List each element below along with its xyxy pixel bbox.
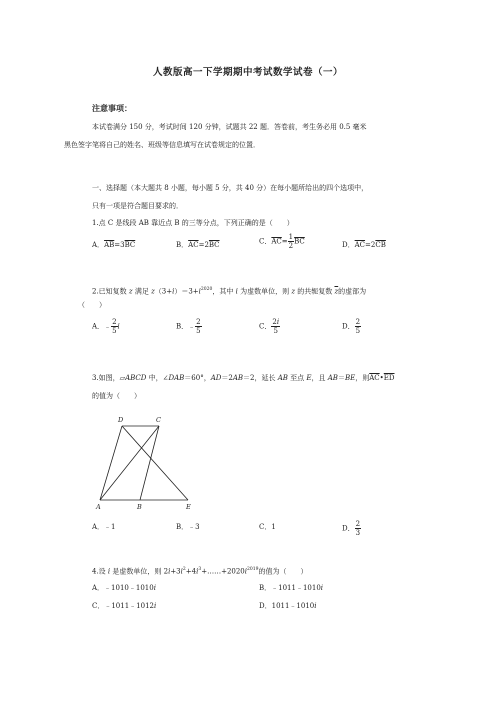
q2-option-c: C． $\frac{2i}{5}$ — [259, 318, 280, 335]
q3-stem-end: 的值为（ ） — [92, 392, 141, 400]
q4-option-a: A．﹣1010﹣1010i — [92, 584, 156, 592]
q4-option-b: B．﹣1011﹣1010i — [259, 584, 324, 592]
figure-label-e: E — [186, 503, 191, 511]
q1-option-a: A．$\overline{AB}=3\overline{BC}$ — [92, 241, 136, 249]
q2-stem: 2.已知复数 z 满足 $z(3+i)=3+i^{2020}$，其中 i 为虚数单位，则 z 的共轭复数 $\overline{z}$的虚部为 — [92, 287, 367, 296]
q1-option-b: B．$\overline{AC}=2\overline{BC}$ — [176, 241, 220, 249]
q4-stem: 4.设 i 是虚数单位，则 $2i+3i^2+4i^3+\dots\dots+2020i^{2019}$的值为（ ） — [92, 567, 308, 576]
notice-line-1: 本试卷满分 150 分，考试时间 120 分钟，试题共 22 题．答卷前，考生务必用 0.5 毫米 — [92, 123, 367, 131]
q3-option-c: C．1 — [259, 523, 276, 531]
q2-stem-end: （ ） — [78, 301, 106, 309]
q2-option-d: D． $\frac{2}{5}$ — [342, 318, 361, 335]
figure-label-d: D — [118, 416, 124, 424]
parallelogram-figure — [90, 412, 200, 512]
q4-option-d: D．1011﹣1010i — [259, 602, 317, 610]
q3-stem: 3.如图，▱ABCD 中，∠DAB＝60°，AD＝2AB＝2，延长 AB 至点 E，且 AB＝BE，则$\overline{AC}•\overline{ED}$ — [92, 374, 395, 382]
notice-line-2: 黑色签字笔将自己的姓名、班级等信息填写在试卷规定的位置． — [64, 141, 260, 149]
q3-option-a: A．﹣1 — [92, 523, 116, 531]
notice-heading: 注意事项： — [92, 103, 132, 113]
q1-option-c: C．$\overline{AC}=$ $\frac{1}{2}$ $\overline{BC}$ — [259, 233, 305, 250]
page-title: 人教版高一下学期期中考试数学试卷（一） — [152, 67, 343, 78]
q1-stem: 1.点 C 是线段 AB 靠近点 B 的三等分点，下列正确的是（ ） — [92, 219, 294, 227]
section-1-line-1: 一、选择题（本大题共 8 小题，每小题 5 分，共 40 分）在每小题所给出的四个选项中， — [92, 184, 369, 192]
figure-label-a: A — [96, 503, 101, 511]
q1-option-d: D．$\overline{AC}=2\overline{CB}$ — [342, 241, 386, 249]
q2-option-b: B．﹣ $\frac{2}{5}$ — [176, 318, 201, 335]
q2-option-a: A．﹣ $\frac{2}{5}$ i — [92, 318, 120, 335]
q3-option-d: D． $\frac{2}{3}$ — [342, 520, 361, 537]
section-1-line-2: 只有一项是符合题目要求的． — [92, 202, 183, 210]
q3-option-b: B．﹣3 — [176, 523, 200, 531]
q4-option-c: C．﹣1011﹣1012i — [92, 602, 157, 610]
figure-label-b: B — [137, 503, 142, 511]
figure-label-c: C — [156, 416, 161, 424]
